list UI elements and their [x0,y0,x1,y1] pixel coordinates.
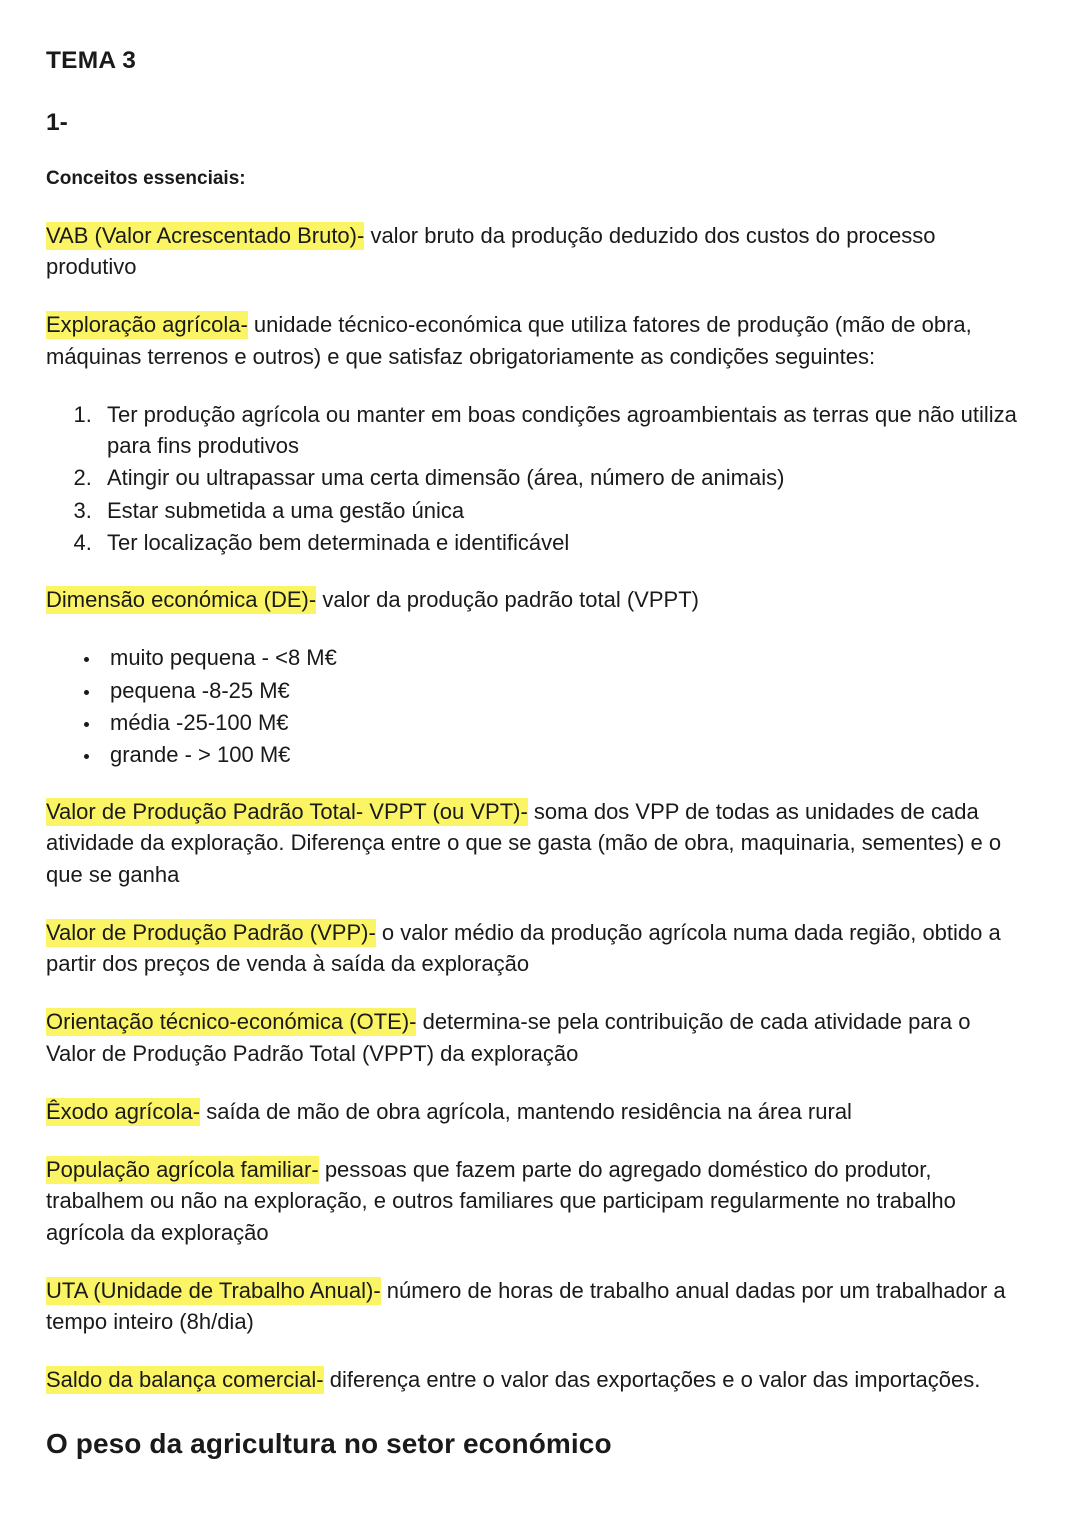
concept-definition-uta: número de horas de trabalho anual dadas por um trabalhador a tempo inteiro (8h/dia) [46,1277,1006,1335]
concept-term-dimensao-economica: Dimensão económica (DE)- [46,587,317,613]
concept-uta [46,1275,1022,1337]
list-item: 4. Ter localização bem determinada e identificável [98,527,1022,558]
concept-vab [46,220,1022,282]
concept-exploracao-agricola [46,309,1022,371]
question-number: 1- [46,108,68,136]
concept-term-vppt: Valor de Produção Padrão Total- VPPT (ou VPT)- [46,799,528,825]
list-item: 3. Estar submetida a uma gestão única [98,495,1022,526]
concept-saldo-balanca-comercial [46,1364,1022,1395]
page-title: TEMA 3 [46,47,137,74]
concept-definition-vab: valor bruto da produção deduzido dos custos do processo produtivo [46,222,936,280]
concept-definition-dimensao-economica: valor da produção padrão total (VPPT) [316,587,699,613]
concept-term-exploracao-agricola: Exploração agrícola- [46,312,248,338]
concept-term-saldo-balanca-comercial: Saldo da balança comercial- [46,1367,324,1393]
concept-definition-vpp: o valor médio da produção agrícola numa dada região, obtido a partir dos preços de venda à saída da exploração [46,919,1001,977]
list-item: • média -25-100 M€ [101,707,1022,738]
concept-term-vpp: Valor de Produção Padrão (VPP)- [46,919,376,945]
section-subheading: Conceitos essenciais: [46,168,246,190]
list-item: 2. Atingir ou ultrapassar uma certa dimensão (área, número de animais) [98,462,1022,493]
economic-dimension-classes-list [46,642,1022,770]
list-item: 1. Ter produção agrícola ou manter em boas condições agroambientais as terras que não utiliza para fins produtivos [98,399,1022,461]
concept-definition-vppt: soma dos VPP de todas as unidades de cada atividade da exploração. Diferença entre o que se gasta (mão de obra, maquinaria, sementes) e o que se ganha [46,799,1002,887]
concept-definition-exodo-agricola: saída de mão de obra agrícola, mantendo residência na área rural [200,1098,852,1124]
concept-vpp [46,917,1022,979]
list-item: • grande - > 100 M€ [101,739,1022,770]
concept-definition-populacao-agricola-familiar: pessoas que fazem parte do agregado doméstico do produtor, trabalhem ou não na exploração, e outros familiares que participam regularmente no trabalho agrícola da exploração [46,1157,956,1245]
concept-term-vab: VAB (Valor Acrescentado Bruto)- [46,222,365,248]
exploration-conditions-list [46,399,1022,558]
concept-term-populacao-agricola-familiar: População agrícola familiar- [46,1157,319,1183]
concept-ote [46,1006,1022,1068]
list-item: • pequena -8-25 M€ [101,675,1022,706]
final-section-heading: O peso da agricultura no setor económico [46,1427,612,1459]
concept-exodo-agricola [46,1096,1022,1127]
concept-dimensao-economica [46,584,1022,615]
list-item: • muito pequena - <8 M€ [101,642,1022,673]
concept-vppt [46,796,1022,890]
concept-term-uta: UTA (Unidade de Trabalho Anual)- [46,1277,381,1303]
concept-definition-ote: determina-se pela contribuição de cada atividade para o Valor de Produção Padrão Total (VPPT) da exploração [46,1009,971,1066]
concept-definition-saldo-balanca-comercial: diferença entre o valor das exportações e o valor das importações. [323,1367,981,1393]
concept-term-exodo-agricola: Êxodo agrícola- [46,1098,201,1124]
concept-populacao-agricola-familiar [46,1154,1022,1248]
concept-definition-exploracao-agricola: unidade técnico-económica que utiliza fatores de produção (mão de obra, máquinas terrenos e outros) e que satisfaz obrigatoriamente as condições seguintes: [46,312,972,369]
concept-term-ote: Orientação técnico-económica (OTE)- [46,1009,417,1035]
